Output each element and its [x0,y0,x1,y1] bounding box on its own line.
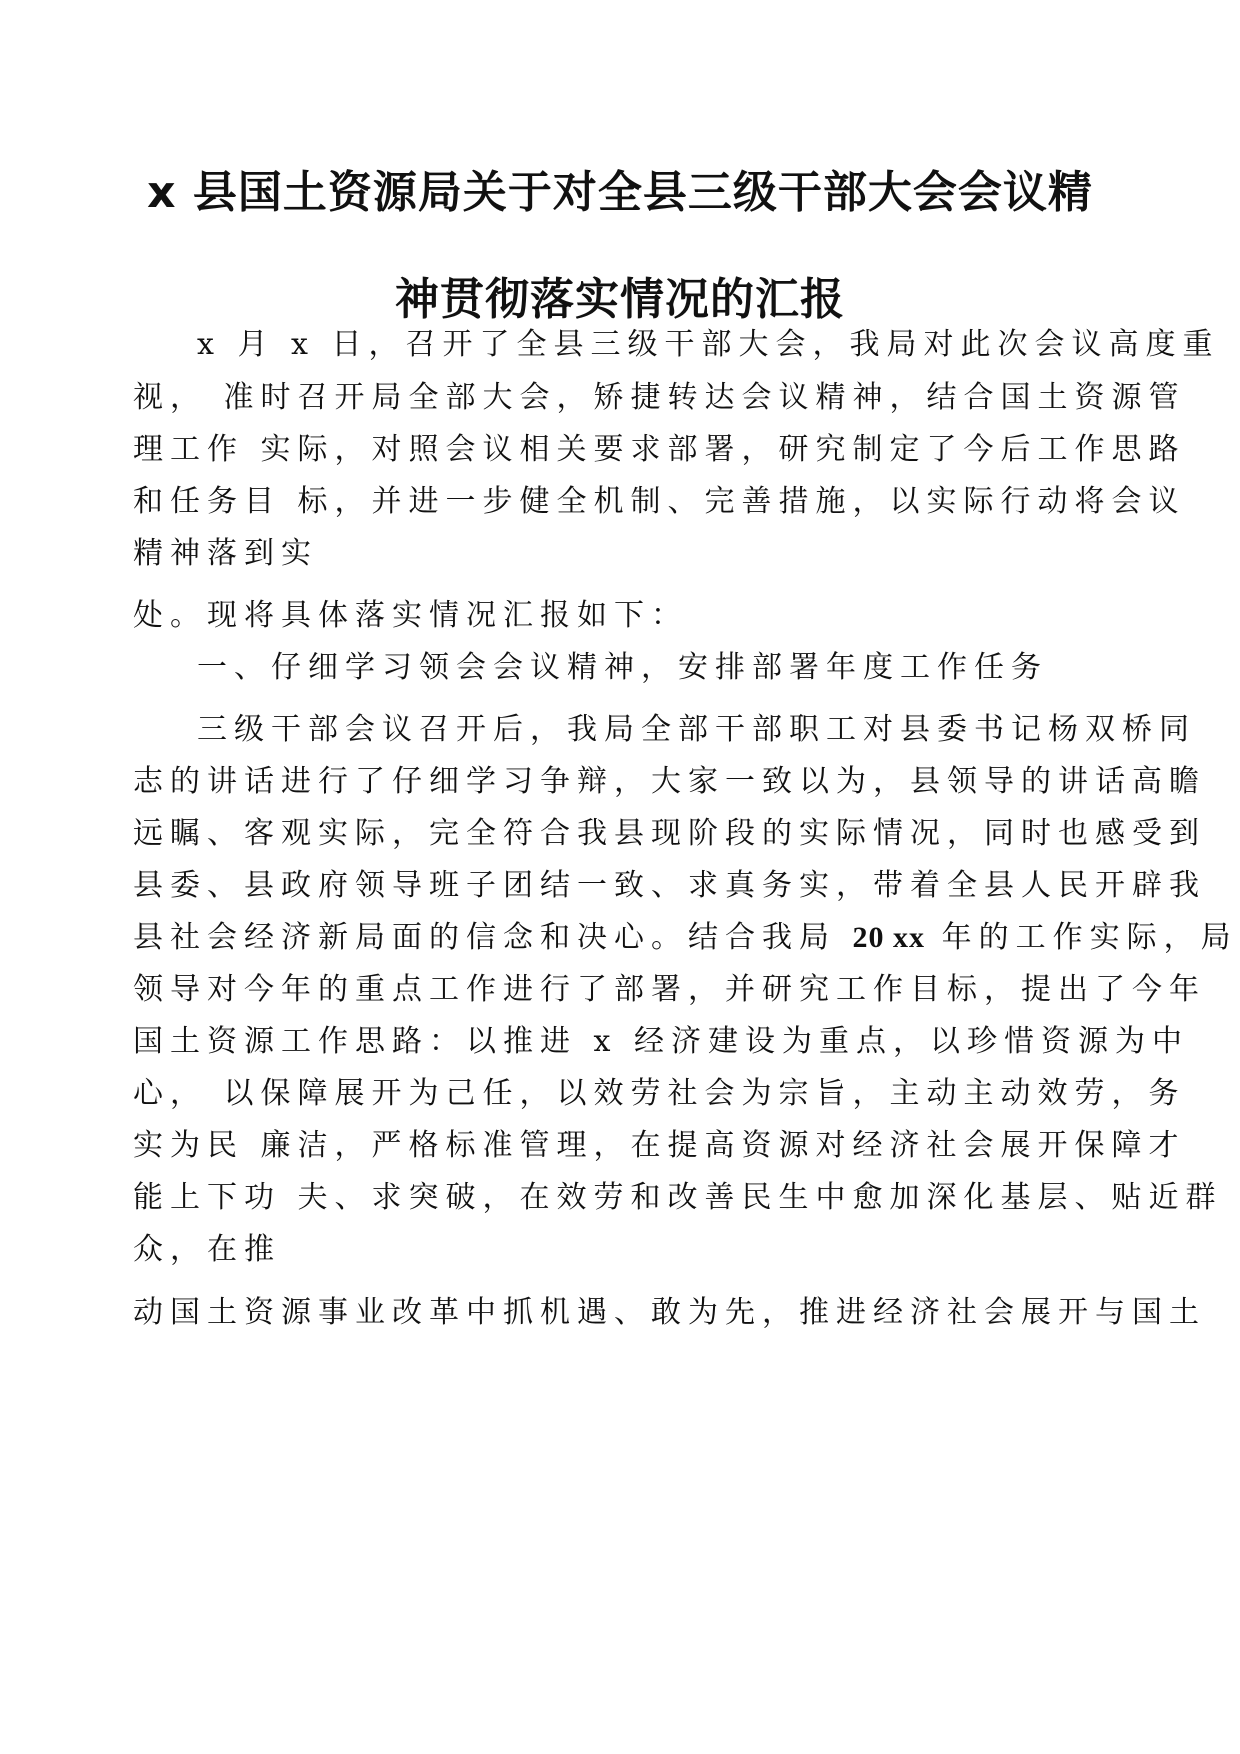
paragraph-3-line-4: 县委、县政府领导班子团结一致、求真务实，带着全县人民开辟我 [133,868,1206,903]
paragraph-3-line-11: 众，在推 [133,1232,281,1267]
document-title-line-1: x 县国土资源局关于对全县三级干部大会会议精 [147,167,1093,218]
paragraph-3-line-8: 心， 以保障展开为己任，以效劳社会为宗旨，主动主动效劳，务 [133,1076,1186,1111]
paragraph-1-line-5: 精神落到实 [133,536,318,571]
paragraph-3-line-2: 志的讲话进行了仔细学习争辩，大家一致以为，县领导的讲话高瞻 [133,764,1206,799]
paragraph-3-line-3: 远瞩、客观实际，完全符合我县现阶段的实际情况，同时也感受到 [133,816,1206,851]
paragraph-3-line-5 [133,916,1238,960]
paragraph-1-line-2: 视， 准时召开局全部大会，矫捷转达会议精神，结合国土资源管 [133,380,1186,415]
year-number: 20 xx [852,921,926,954]
paragraph-1-line-4: 和任务目 标，并进一步健全机制、完善措施，以实际行动将会议 [133,484,1186,519]
section-heading-1: 一、仔细学习领会会议精神，安排部署年度工作任务 [197,650,1048,685]
paragraph-3-line-7: 国土资源工作思路：以推进 x 经济建设为重点，以珍惜资源为中 [133,1024,1189,1059]
paragraph-1-line-1: x 月 x 日，召开了全县三级干部大会，我局对此次会议高度重 [197,327,1220,362]
document-title-line-2: 神贯彻落实情况的汇报 [395,274,845,325]
paragraph-3-line-6: 领导对今年的重点工作进行了部署，并研究工作目标，提出了今年 [133,972,1206,1007]
paragraph-4: 动国土资源事业改革中抓机遇、敢为先，推进经济社会展开与国土 [133,1295,1206,1330]
paragraph-3-line-9: 实为民 廉洁，严格标准管理，在提高资源对经济社会展开保障才 [133,1128,1186,1163]
paragraph-3-line-5-before: 县社会经济新局面的信念和决心。结合我局 [133,920,853,955]
paragraph-3-line-10: 能上下功 夫、求突破，在效劳和改善民生中愈加深化基层、贴近群 [133,1180,1223,1215]
paragraph-3-line-1: 三级干部会议召开后，我局全部干部职工对县委书记杨双桥同 [197,712,1196,747]
paragraph-3-line-5-after: 年的工作实际，局 [925,920,1238,955]
paragraph-2: 处。现将具体落实情况汇报如下： [133,598,688,633]
paragraph-1-line-3: 理工作 实际，对照会议相关要求部署，研究制定了今后工作思路 [133,432,1186,467]
